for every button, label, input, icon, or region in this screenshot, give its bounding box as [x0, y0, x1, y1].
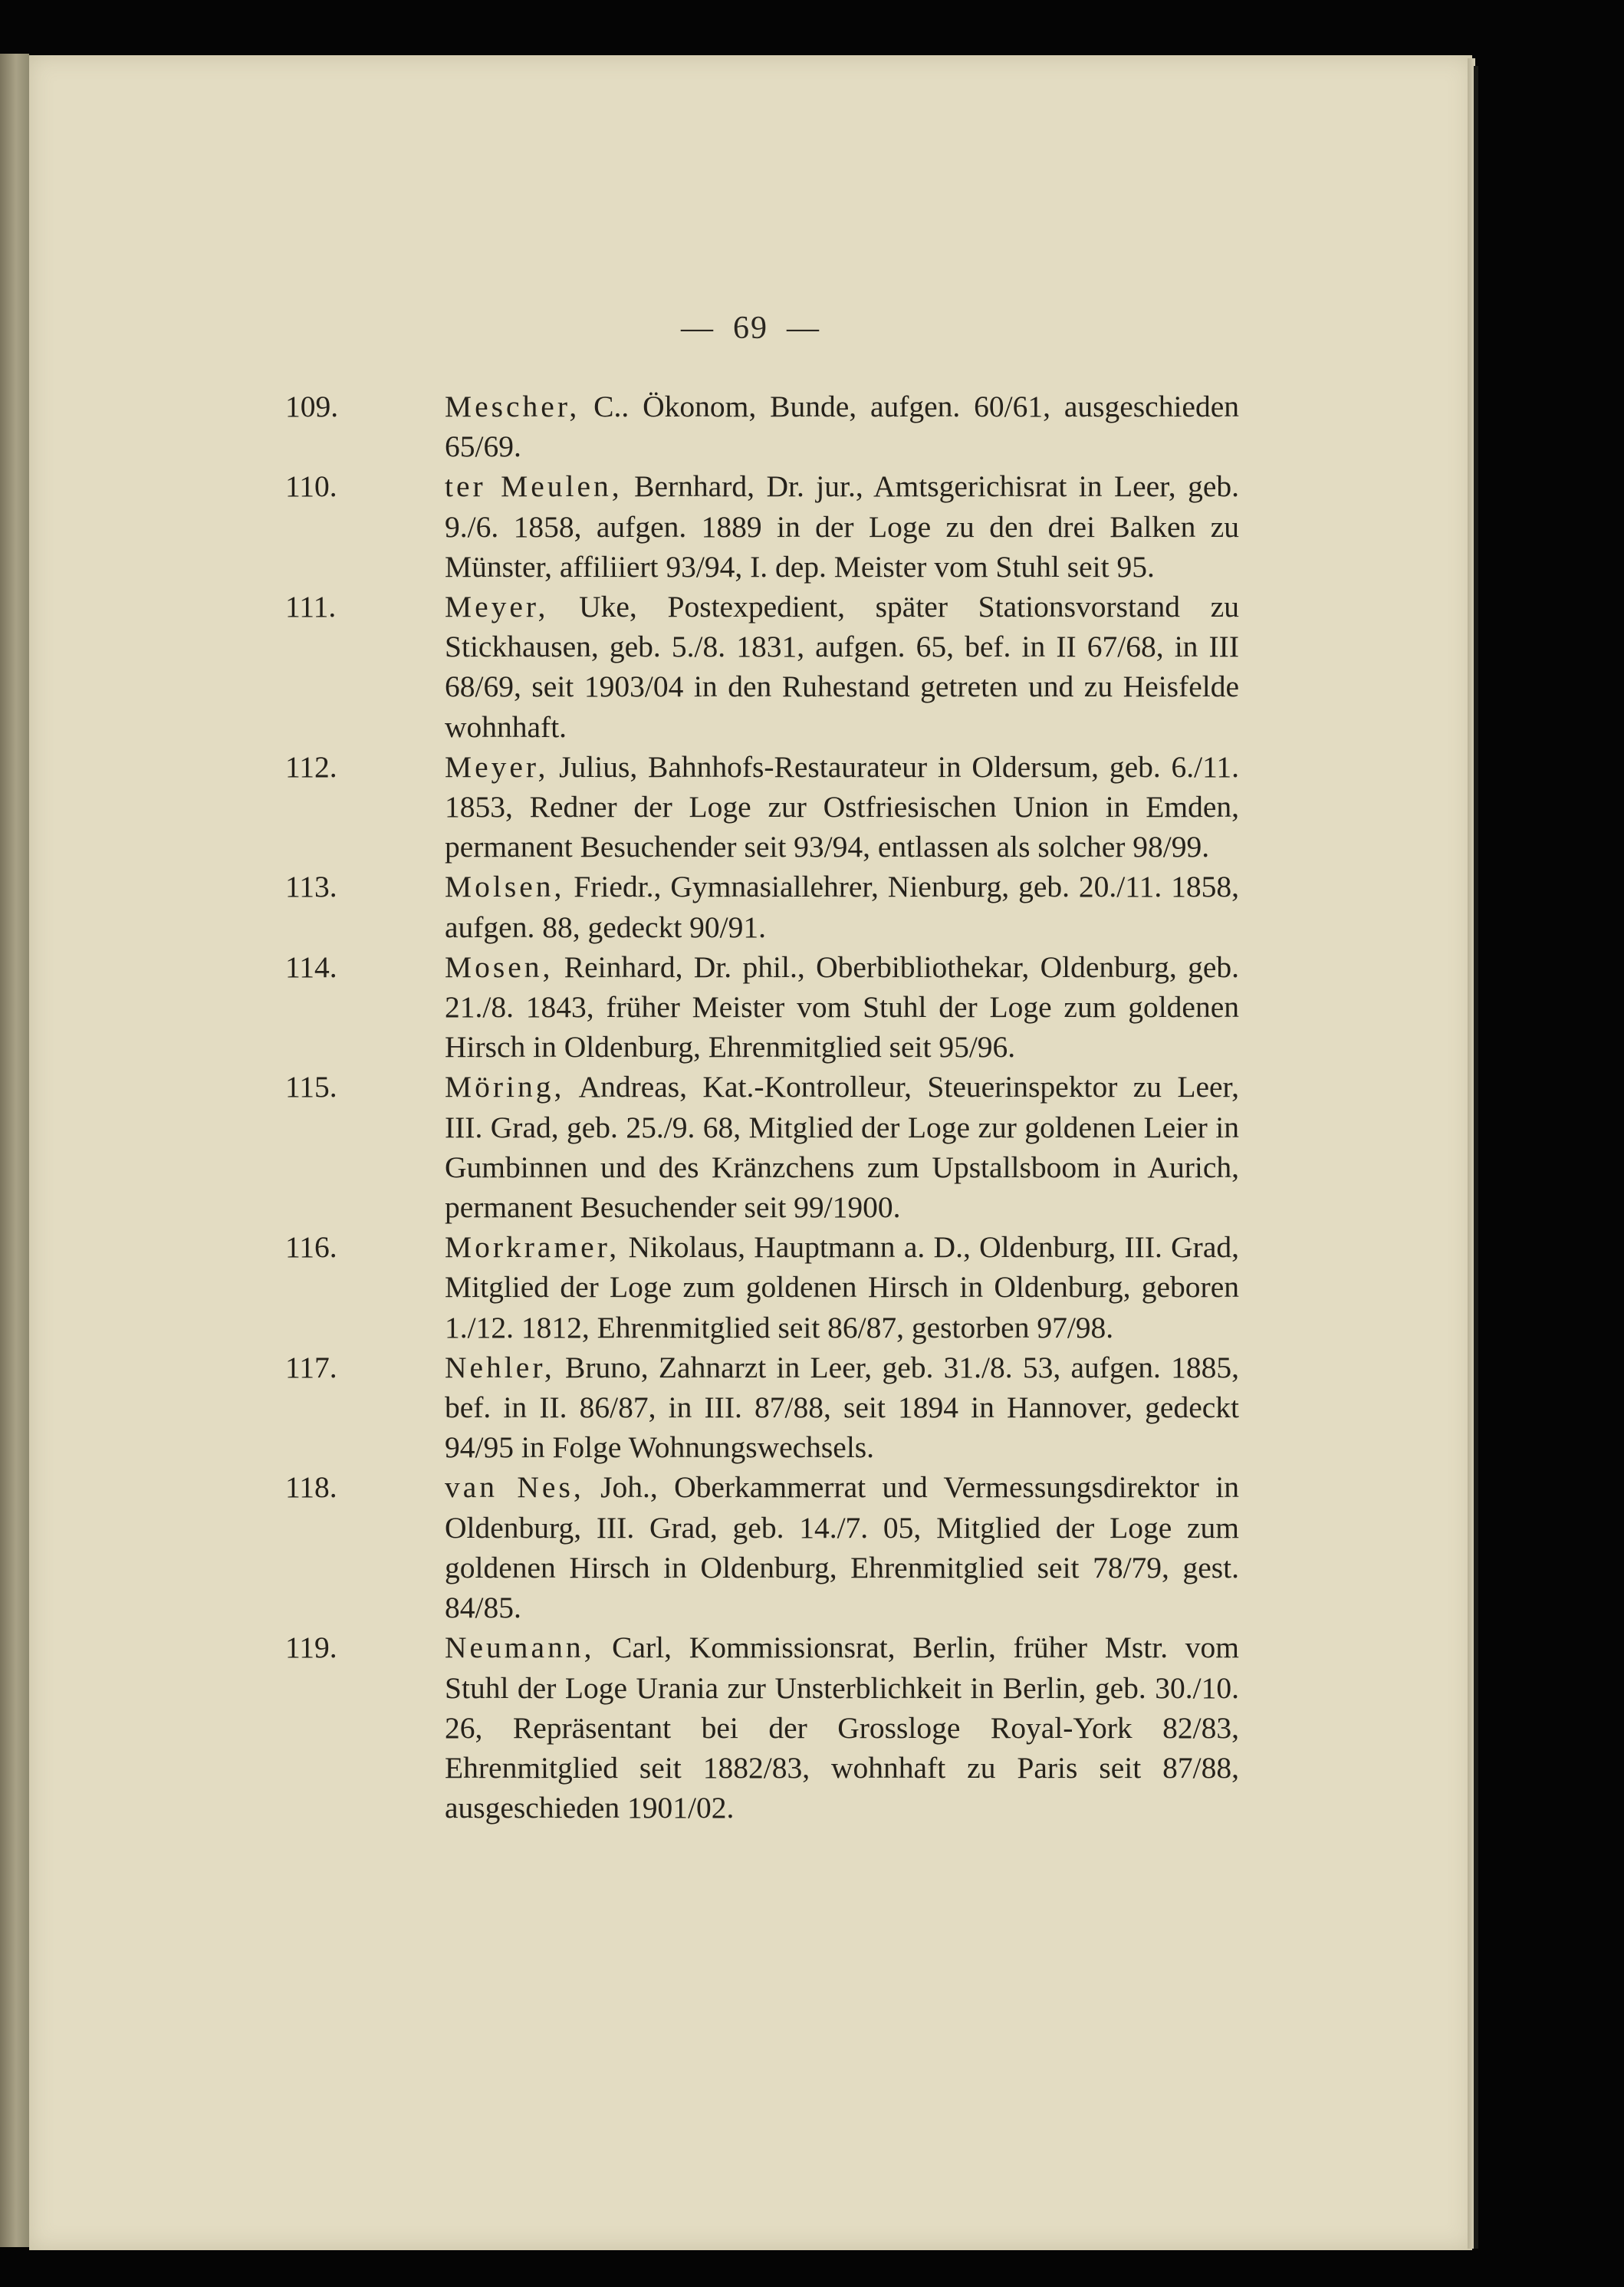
list-item	[256, 387, 1239, 466]
list-item	[256, 1227, 1239, 1348]
entry-name: Nehler,	[445, 1350, 555, 1384]
entry-text: Carl, Kommissionsrat, Berlin, früher Mstr. vom Stuhl der Loge Urania zur Unsterblichkeit in Berlin, geb. 30./10. 26, Repräsentant bei der Grossloge Royal-York 82/83, Ehrenmitglied seit 1882/83, wohnhaft zu Paris seit 87/88, ausgeschieden 1901/02.	[445, 1631, 1239, 1825]
entry-number: 115.	[285, 1070, 337, 1104]
page-number-dash-left: —	[681, 311, 715, 346]
list-item	[256, 1627, 1239, 1828]
entry-number: 117.	[285, 1350, 337, 1384]
list-item	[256, 466, 1239, 587]
entry-text: Bernhard, Dr. jur., Amtsgerichisrat in Leer, geb. 9./6. 1858, aufgen. 1889 in der Loge zu den drei Balken zu Münster, affiliiert 93/94, I. dep. Meister vom Stuhl seit 95.	[445, 469, 1239, 584]
page-number-value: 69	[733, 311, 768, 346]
entry-text: Nikolaus, Hauptmann a. D., Oldenburg, III. Grad, Mitglied der Loge zum goldenen Hirsch in Oldenburg, geboren 1./12. 1812, Ehrenmitglied seit 86/87, gestorben 97/98.	[445, 1230, 1239, 1344]
list-item	[256, 587, 1239, 747]
entry-name: Möring,	[445, 1070, 565, 1104]
entry-number: 111.	[285, 590, 337, 624]
entry-name: Morkramer,	[445, 1230, 620, 1265]
left-page-edge	[0, 54, 29, 2247]
page-sheet	[29, 55, 1472, 2250]
entry-text: Joh., Oberkammerrat und Vermessungsdirektor in Oldenburg, III. Grad, geb. 14./7. 05, Mitglied der Loge zum goldenen Hirsch in Oldenburg, Ehrenmitglied seit 78/79, gest. 84/85.	[445, 1470, 1239, 1625]
list-item	[256, 1067, 1239, 1227]
page-number-dash-right: —	[787, 311, 820, 346]
list-item	[256, 1467, 1239, 1627]
entry-number: 119.	[285, 1631, 337, 1665]
entry-name: Meyer,	[445, 749, 549, 784]
entry-name: Molsen,	[445, 870, 565, 904]
entry-number: 109.	[285, 390, 339, 423]
entry-number: 110.	[285, 469, 337, 504]
list-item	[256, 867, 1239, 946]
entry-name: Mescher,	[445, 390, 580, 423]
entry-number: 113.	[285, 870, 337, 904]
member-list	[256, 387, 1239, 1828]
entry-text: Friedr., Gymnasiallehrer, Nienburg, geb. 20./11. 1858, aufgen. 88, gedeckt 90/91.	[445, 870, 1239, 944]
entry-text: Andreas, Kat.-Kontrolleur, Steuerinspektor zu Leer, III. Grad, geb. 25./9. 68, Mitglied der Loge zur goldenen Leier in Gumbinnen und des Kränzchens zum Upstallsboom in Aurich, permanent Besuchender seit 99/1900.	[445, 1070, 1239, 1225]
entry-text: Reinhard, Dr. phil., Oberbibliothekar, Oldenburg, geb. 21./8. 1843, früher Meister vom Stuhl der Loge zum goldenen Hirsch in Oldenburg, Ehrenmitglied seit 95/96.	[445, 949, 1239, 1065]
entry-name: Neumann,	[445, 1631, 595, 1665]
entry-text: Bruno, Zahnarzt in Leer, geb. 31./8. 53, aufgen. 1885, bef. in II. 86/87, in III. 87/88, seit 1894 in Hannover, gedeckt 94/95 in Folge Wohnungswechsels.	[445, 1350, 1239, 1465]
entry-number: 114.	[285, 949, 337, 984]
list-item	[256, 947, 1239, 1068]
binding-edge	[1474, 66, 1478, 2249]
entry-number: 116.	[285, 1230, 337, 1265]
entry-text: Julius, Bahnhofs-Restaurateur in Oldersum, geb. 6./11. 1853, Redner der Loge zur Ostfriesischen Union in Emden, permanent Besuchender seit 93/94, entlassen als solcher 98/99.	[445, 749, 1239, 864]
entry-name: van Nes,	[445, 1470, 584, 1505]
entry-name: Mosen,	[445, 949, 554, 984]
entry-number: 118.	[285, 1470, 337, 1505]
entry-name: Meyer,	[445, 590, 549, 624]
entry-number: 112.	[285, 749, 337, 784]
entry-text: C.. Ökonom, Bunde, aufgen. 60/61, ausgeschieden 65/69.	[445, 390, 1239, 464]
list-item	[256, 747, 1239, 867]
entry-text: Uke, Postexpedient, später Stationsvorstand zu Stickhausen, geb. 5./8. 1831, aufgen. 65, bef. in II 67/68, in III 68/69, seit 1903/04 in den Ruhestand getreten und zu Heisfelde wohnhaft.	[445, 590, 1239, 744]
entry-name: ter Meulen,	[445, 469, 623, 504]
page-number	[29, 310, 1472, 347]
list-item	[256, 1348, 1239, 1468]
